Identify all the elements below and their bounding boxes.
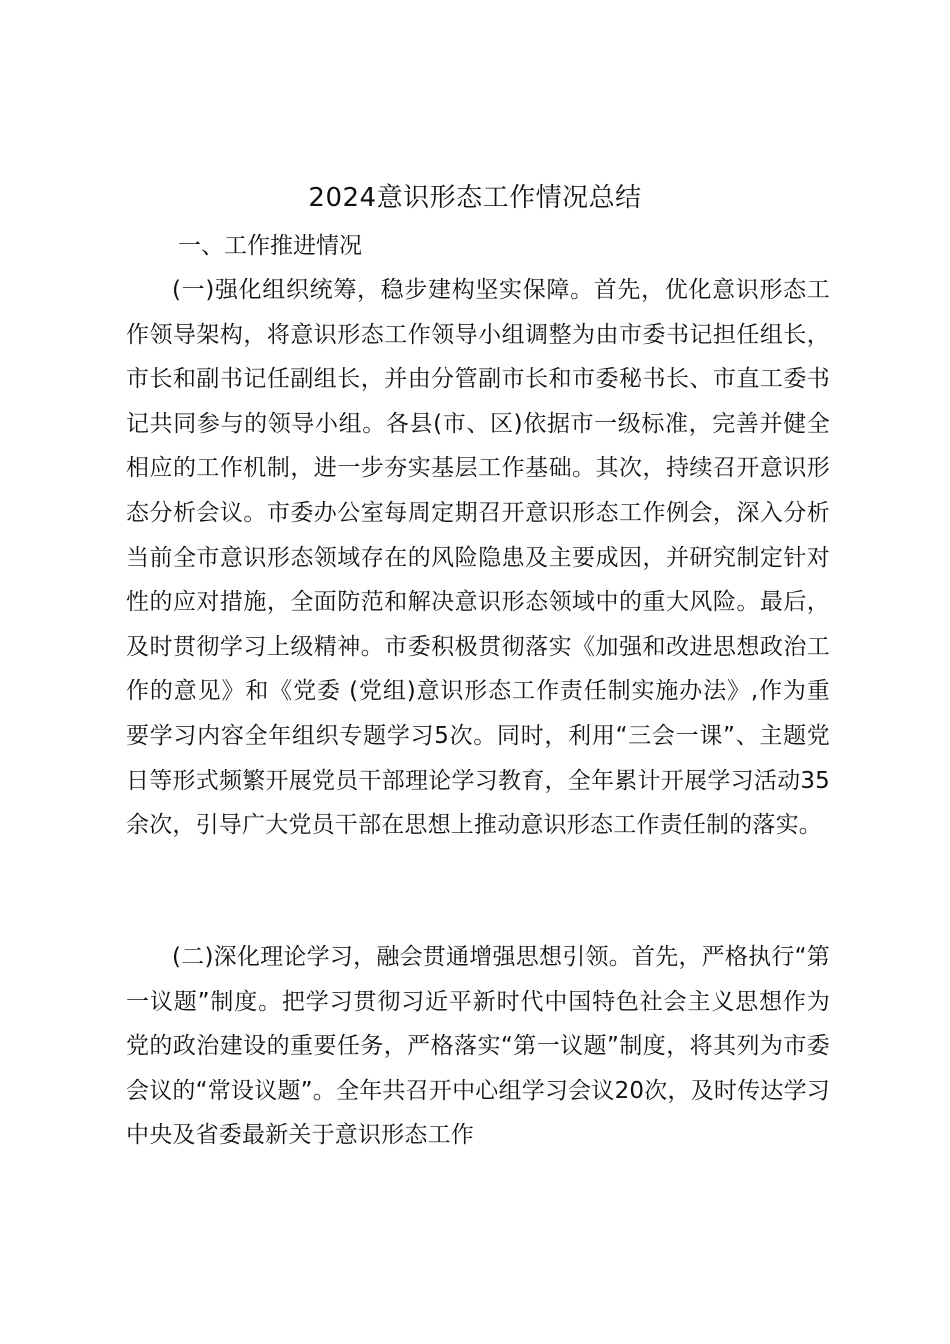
section-heading: 一、工作推进情况 [178, 233, 362, 259]
document-title: 2024意识形态工作情况总结 [308, 183, 642, 213]
body-paragraph: (二)深化理论学习，融会贯通增强思想引领。首先，严格执行“第一议题”制度。把学习贯彻习近平新时代中国特色社会主义思想作为党的政治建设的重要任务，严格落实“第一议题”制度，将其列为市委会议的“常设议题”。全年共召开中心组学习会议20次，及时传达学习中央及省委最新关于意识形态工作 [126, 944, 830, 1149]
body-paragraph: (一)强化组织统筹，稳步建构坚实保障。首先，优化意识形态工作领导架构，将意识形态工作领导小组调整为由市委书记担任组长，市长和副书记任副组长，并由分管副市长和市委秘书长、市直工委书记共同参与的领导小组。各县(市、区)依据市一级标准，完善并健全相应的工作机制，进一步夯实基层工作基础。其次，持续召开意识形态分析会议。市委办公室每周定期召开意识形态工作例会，深入分析当前全市意识形态领域存在的风险隐患及主要成因，并研究制定针对性的应对措施，全面防范和解决意识形态领域中的重大风险。最后，及时贯彻学习上级精神。市委积极贯彻落实《加强和改进思想政治工作的意见》和《党委 (党组)意识形态工作责任制实施办法》,作为重要学习内容全年组织专题学习5次。同时，利用“三会一课”、主题党日等形式频繁开展党员干部理论学习教育，全年累计开展学习活动35余次，引导广大党员干部在思想上推动意识形态工作责任制的落实。 [126, 277, 830, 839]
